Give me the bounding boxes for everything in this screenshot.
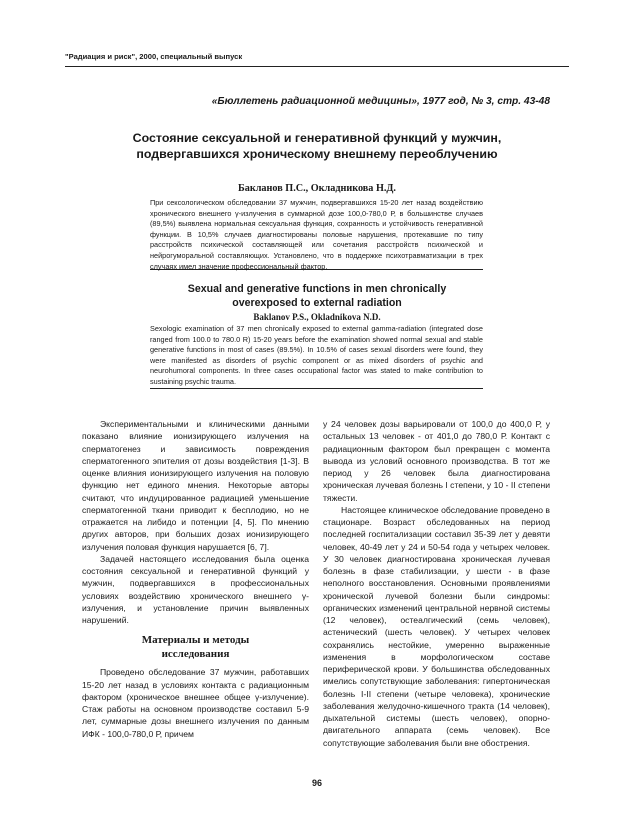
header-rule: [65, 66, 569, 67]
section-heading-line-1: Материалы и методы: [141, 634, 250, 647]
body-column-right: [323, 418, 550, 749]
title-en-line-2: overexposed to external radiation: [232, 297, 402, 309]
running-title: "Радиация и риск", 2000, специальный выпуск: [65, 52, 243, 61]
section-heading: [82, 633, 309, 661]
paragraph: у 24 человек дозы варьировали от 100,0 до 400,0 Р, у остальных 13 человек - от 401,0 до 780,0 Р. Контакт с радиационным фактором был прекращен с момента вывода из условий основного производства. В тот же период у 26 человек была диагностирована хроническая лучевая болезнь I степени, у 10 - II степени тяжести.: [323, 419, 550, 503]
title-en-line-1: Sexual and generative functions in men chronically: [187, 283, 447, 295]
title-ru-line-2: подвергавшихся хроническому внешнему переоблучению: [136, 147, 498, 161]
authors-ru: Бакланов П.С., Окладникова Н.Д.: [238, 183, 396, 194]
paragraph: Настоящее клиническое обследование проведено в стационаре. Возраст обследованных на период последней госпитализации составил 35-39 лет у девяти человек, 40-49 лет у 24 и 50-54 года у четырех человек. У 30 человек диагностирована хроническая лучевая болезнь в фазе стабилизации, у шести - в фазе неполного восстановления. Основными проявлениями хронической лучевой болезни были синдромы: органических изменений центральной нервной системы (12 человек), остеалгический (семь человек), астенический (шесть человек). У четырех человек сохранялись нестойкие, умеренно выраженные изменения в морфологическом составе периферической крови. У большинства обследованных имелись сопутствующие заболевания: гипертоническая болезнь I-II степени (четыре человека), хронические заболевания желудочно-кишечного тракта (14 человек), дыхательной системы (шесть человек), опорно-двигательного аппарата (семь человек). Все сопутствующие заболевания были вне обострения.: [323, 504, 550, 748]
page-number: 96: [311, 778, 322, 788]
abstract-ru: При сексологическом обследовании 37 мужчин, подвергавшихся 15-20 лет назад воздействию хронического внешнего γ-излучения в суммарной дозе 100,0-780,0 Р, в большинстве случаев (89,5%) выявлена нормальная сексуальная функция, сохранность и устойчивость генеративной функции. В 10,5% случаев диагностированы половые нарушения, протекавшие по типу расстройств психической составляющей или сочетания расстройств психической и нейрогуморальной составляющих. Установлено, что в поддержке психотравматизации в трех случаях имел значение профессиональный фактор.: [150, 198, 483, 271]
article-title-ru: [70, 130, 564, 162]
title-ru-line-1: Состояние сексуальной и генеративной функций у мужчин,: [132, 131, 502, 145]
paragraph: Экспериментальными и клиническими данными показано влияние ионизирующего излучения на сперматогенез и зависимость повреждения сперматогенного эпителия от дозы воздействия [1-3]. В оценке влияния ионизирующего излучения на половую функцию нет единого мнения. Некоторые авторы считают, что индуцированное радиацией уменьшение сперматогенной ткани приводит к бесплодию, но не отражается на либидо и потенции [4, 5]. По мнению других авторов, при больших дозах ионизирующего излучения половая функция нарушается [6, 7].: [82, 419, 309, 552]
abstract-divider-bottom: [150, 388, 483, 389]
section-heading-line-2: исследования: [161, 648, 230, 661]
paragraph: Задачей настоящего исследования была оценка состояния сексуальной и генеративной функций у мужчин, подвергавшихся в профессиональных условиях воздействию хронического внешнего γ-излучения, и установление причин выявленных нарушений.: [82, 553, 309, 625]
paragraph: Проведено обследование 37 мужчин, работавших 15-20 лет назад в условиях контакта с радиационным фактором (хроническое внешнее общее γ-излучение). Стаж работы на основном производстве составил 5-9 лет, суммарные дозы внешнего излучения по данным ИФК - 100,0-780,0 Р, причем: [82, 667, 309, 739]
abstract-divider-top: [150, 269, 483, 270]
abstract-en: Sexologic examination of 37 men chronically exposed to external gamma-radiation (integrated dose ranged from 100.0 to 780.0 R) 15-20 years before the examination showed normal sexual and stable generative functions in most of cases (89.5%). In 10.5% of cases sexual disorders were found, they were manifested as disorders of psychic component or as mixed disorders of psychic and neurohumoral components. In three cases occupational factor was stated to make contribution to sustaining psychic trauma.: [150, 324, 483, 386]
article-title-en: [80, 282, 554, 310]
body-column-left: [82, 418, 309, 740]
authors-en: Baklanov P.S., Okladnikova N.D.: [253, 312, 381, 322]
bulletin-reference: «Бюллетень радиационной медицины», 1977 год, № 3, стр. 43-48: [211, 96, 550, 107]
